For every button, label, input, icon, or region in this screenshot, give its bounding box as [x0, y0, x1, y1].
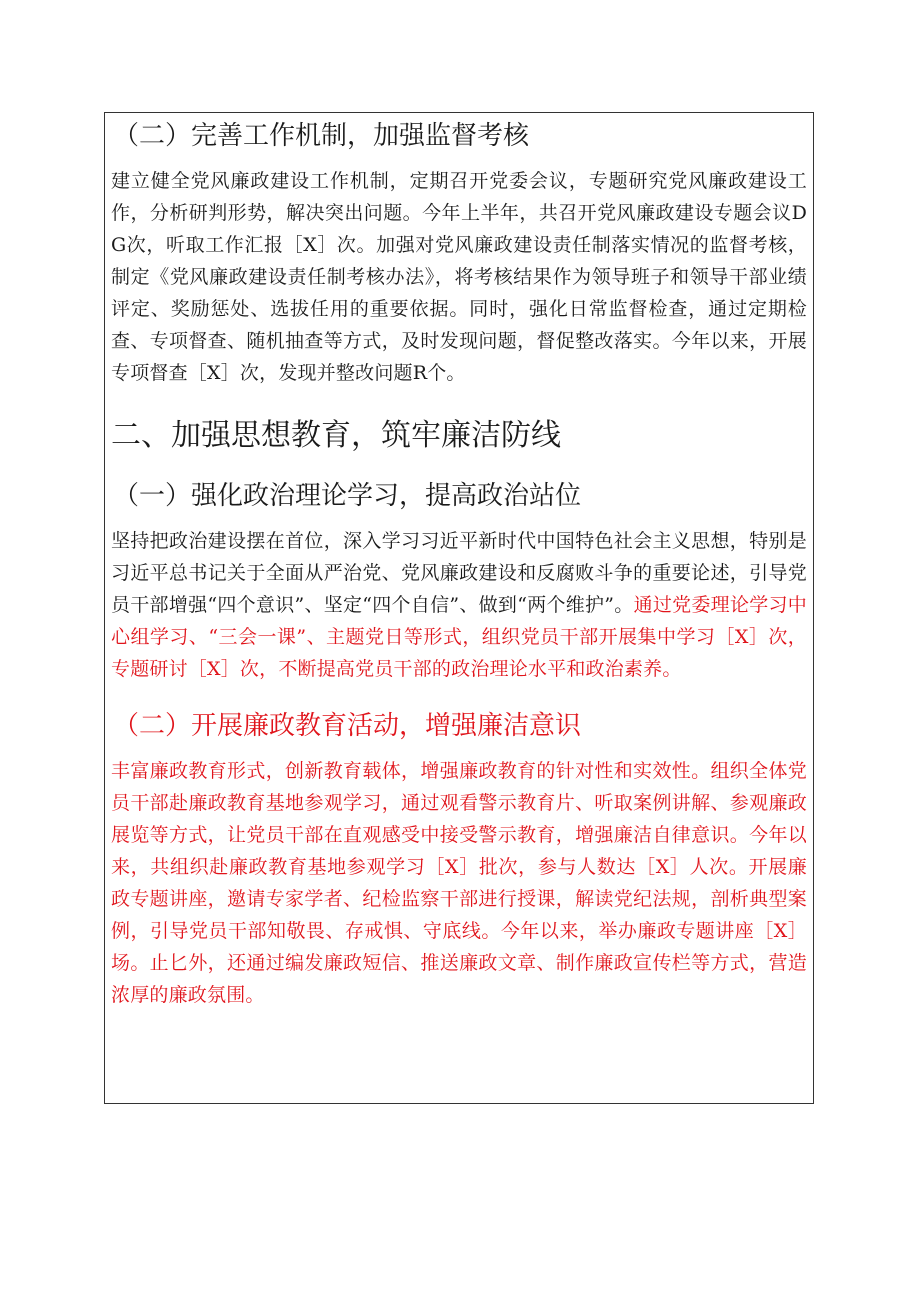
- paragraph-mechanism: 建立健全党风廉政建设工作机制，定期召开党委会议，专题研究党风廉政建设工作，分析研判形势，解决突出问题。今年上半年，共召开党风廉政建设专题会议DG次，听取工作汇报［X］次。加强对党风廉政建设责任制落实情况的监督考核，制定《党风廉政建设责任制考核办法》，将考核结果作为领导班子和领导干部业绩评定、奖励惩处、选拔任用的重要依据。同时，强化日常监督检查，通过定期检查、专项督查、随机抽查等方式，及时发现问题，督促整改落实。今年以来，开展专项督查［X］次，发现并整改问题R个。: [111, 170, 807, 384]
- section-heading-integrity-education: （二）开展廉政教育活动，增强廉洁意识: [113, 711, 582, 741]
- paragraph-integrity-education: 丰富廉政教育形式，创新教育载体，增强廉政教育的针对性和实效性。组织全体党员干部赴廉政教育基地参观学习，通过观看警示教育片、听取案例讲解、参观廉政展览等方式，让党员干部在直观感受中接受警示教育，增强廉洁自律意识。今年以来，共组织赴廉政教育基地参观学习［X］批次，参与人数达［X］人次。开展廉政专题讲座，邀请专家学者、纪检监察干部进行授课，解读党纪法规，剖析典型案例，引导党员干部知敬畏、存戒惧、守底线。今年以来，举办廉政专题讲座［X］场。止匕外，还通过编发廉政短信、推送廉政文章、制作廉政宣传栏等方式，营造浓厚的廉政氛围。: [111, 760, 807, 1006]
- document-frame: [104, 112, 814, 1104]
- paragraph-political-theory-black: 坚持把政治建设摆在首位，深入学习习近平新时代中国特色社会主义思想，特别是习近平总书记关于全面从严治党、党风廉政建设和反腐败斗争的重要论述，引导党员干部增强“四个意识”、坚定“四个自信”、做到“两个维护”。: [111, 530, 807, 616]
- section-heading-improve-mechanism: （二）完善工作机制，加强监督考核: [113, 121, 530, 151]
- section-heading-political-theory: （一）强化政治理论学习，提高政治站位: [113, 481, 582, 511]
- paragraph-political-theory-red: 通过党委理论学习中心组学习、“三会一课”、主题党日等形式，组织党员干部开展集中学习［X］次，专题研讨［X］次，不断提高党员干部的政治理论水平和政治素养。: [111, 594, 807, 680]
- paragraph-political-theory: [111, 525, 807, 685]
- chapter-heading-ideological-education: 二、加强思想教育，筑牢廉洁防线: [111, 418, 561, 453]
